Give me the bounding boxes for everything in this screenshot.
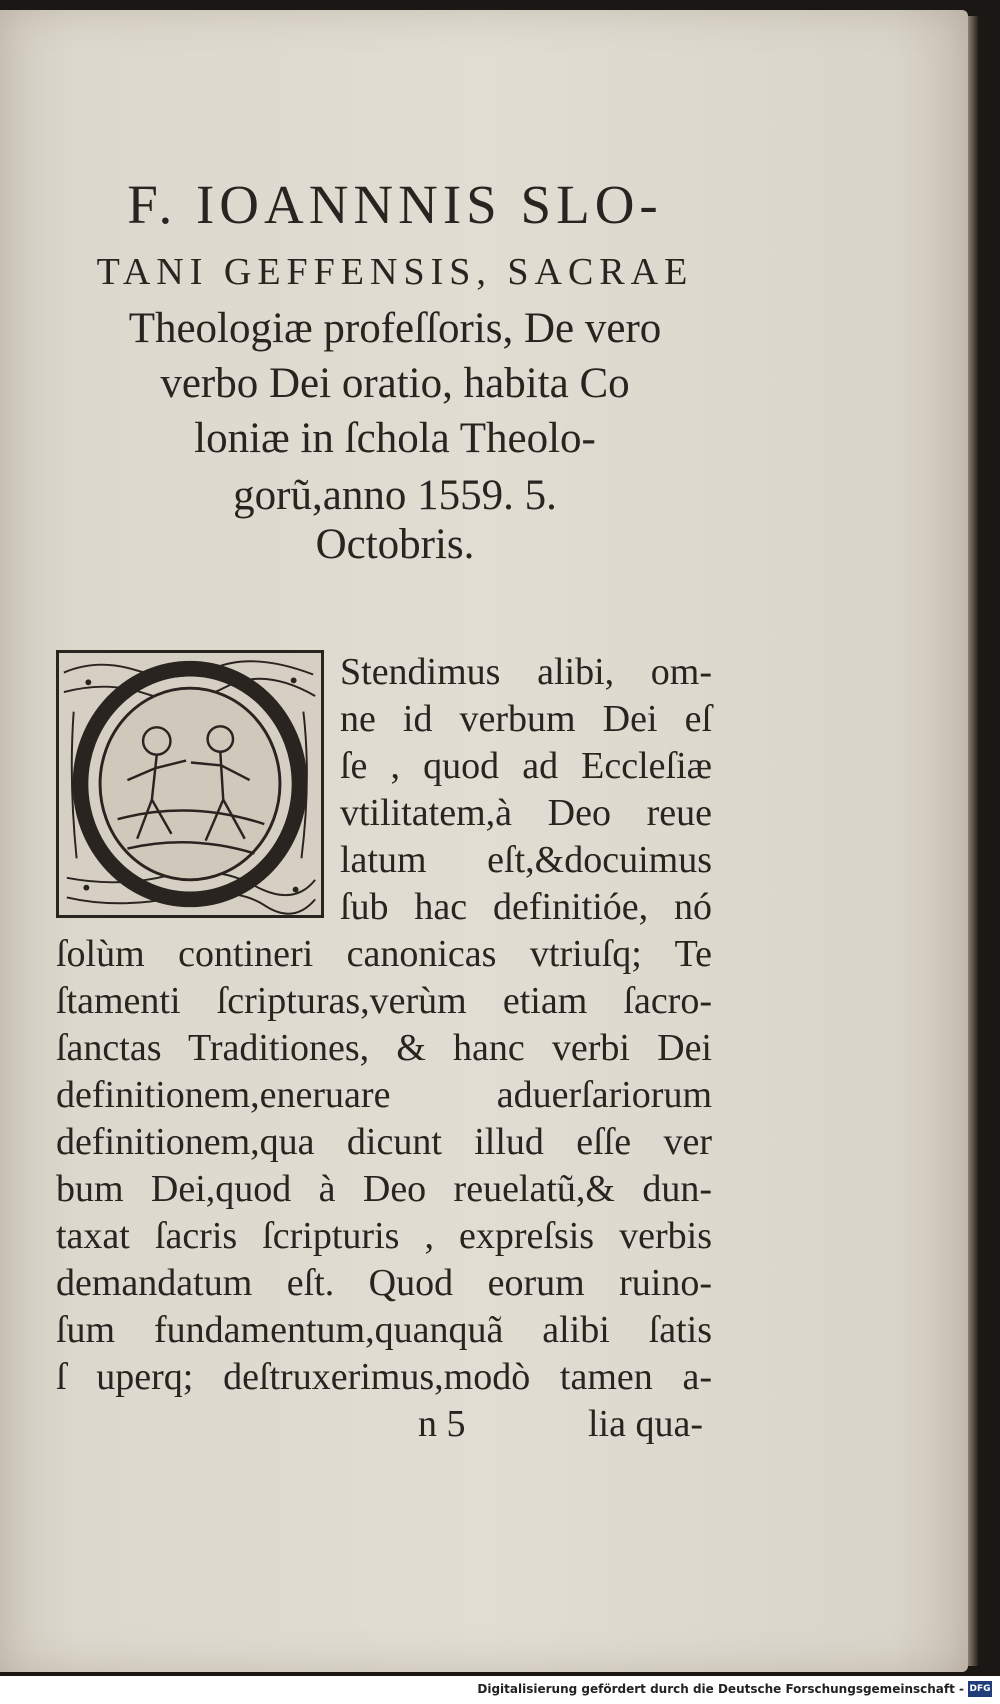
text-line: Stendimus alibi, om-	[340, 651, 712, 693]
title-line-7: Octobris.	[315, 521, 475, 568]
woodcut-initial-icon	[59, 653, 321, 915]
title-line-1: F. IOANNNIS SLO-	[127, 174, 663, 235]
text-line: vtilitatem,à Deo reue	[340, 792, 712, 834]
text-line: ne id verbum Dei eſ	[340, 698, 712, 740]
book-page	[0, 10, 968, 1672]
text-line: ſtamenti ſcripturas,verùm etiam ſacro-	[56, 980, 712, 1022]
title-line-2: TANI GEFFENSIS, SACRAE	[96, 251, 694, 293]
footer-credit: Digitalisierung gefördert durch die Deutsche Forschungsgemeinschaft -	[477, 1682, 964, 1696]
text-line: definitionem,eneruare aduerſariorum	[56, 1074, 712, 1116]
title-line-5: loniæ in ſchola Theolo-	[194, 415, 596, 462]
footer-bar	[0, 1676, 1000, 1704]
text-line: ſub hac definitióe, nó	[340, 886, 712, 928]
title-line-3: Theologiæ profeſſoris, De vero	[128, 305, 662, 352]
text-line: ſum fundamentum,quanquã alibi ſatis	[56, 1309, 712, 1351]
text-line: ſe , quod ad Eccleſiæ	[340, 745, 712, 787]
text-line: ſanctas Traditiones, & hanc verbi Dei	[56, 1027, 712, 1069]
title-line-4: verbo Dei oratio, habita Co	[160, 360, 630, 407]
text-line: bum Dei,quod à Deo reuelatũ,& dun-	[56, 1168, 712, 1210]
text-line: definitionem,qua dicunt illud eſſe ver	[56, 1121, 712, 1163]
decorated-initial-o	[56, 650, 324, 918]
text-line: ſolùm contineri canonicas vtriuſq; Te	[56, 933, 712, 975]
title-line-6: gorũ,anno 1559. 5.	[233, 472, 557, 519]
page-edge	[968, 16, 978, 1666]
text-line: demandatum eſt. Quod eorum ruino-	[56, 1262, 712, 1304]
signature-mark: n 5	[418, 1403, 466, 1445]
text-line: ſ uperq; deſtruxerimus,modò tamen a-	[56, 1356, 712, 1398]
text-line: latum eſt,&docuimus	[340, 839, 712, 881]
dfg-logo-icon: DFG	[968, 1681, 992, 1697]
text-line: taxat ſacris ſcripturis , expreſsis verbis	[56, 1215, 712, 1257]
catchword: lia qua-	[588, 1403, 704, 1445]
